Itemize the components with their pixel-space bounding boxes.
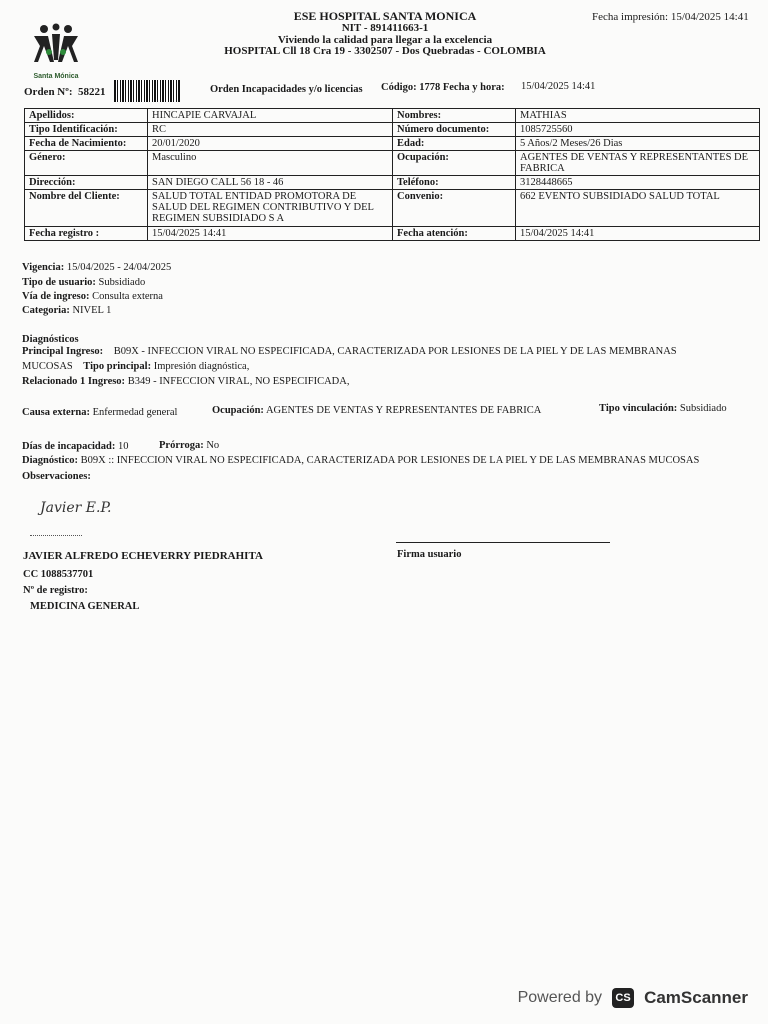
table-row — [25, 151, 760, 176]
vigencia-line — [22, 261, 171, 274]
relacionado-value: B349 - INFECCION VIRAL, NO ESPECIFICADA, — [127, 376, 350, 387]
cliente-label: Nombre del Cliente: — [25, 190, 148, 227]
doctor-cc: CC 1088537701 — [23, 569, 94, 580]
fecha-registro-label: Fecha registro : — [25, 227, 148, 241]
order-code: Código: 1778 Fecha y hora: — [381, 82, 505, 93]
prorroga-label: Prórroga: — [159, 440, 204, 451]
dias-line — [22, 440, 128, 453]
tipo-id-value: RC — [148, 123, 393, 137]
vigencia-label: Vigencia: — [22, 262, 65, 273]
tipo-id-label: Tipo Identificación: — [25, 123, 148, 137]
tipo-usuario-value: Subsidiado — [98, 277, 146, 288]
categoria-line — [22, 304, 111, 317]
principal-value: B09X - INFECCION VIRAL NO ESPECIFICADA, CARACTERIZADA POR LESIONES DE LA PIEL Y DE LAS MEMBRANAS — [113, 346, 677, 357]
principal-label: Principal Ingreso: — [22, 346, 104, 357]
cliente-value: SALUD TOTAL ENTIDAD PROMOTORA DE SALUD DEL REGIMEN CONTRIBUTIVO Y DEL REGIMEN SUBSIDIADO S A — [148, 190, 393, 227]
fecha-nac-label: Fecha de Nacimiento: — [25, 137, 148, 151]
table-row — [25, 137, 760, 151]
table-row — [25, 109, 760, 123]
camscanner-icon: CS — [612, 988, 634, 1008]
principal-cont-line — [22, 360, 249, 373]
fecha-nac-value: 20/01/2020 — [148, 137, 393, 151]
dias-value: 10 — [117, 441, 129, 452]
ocupacion-label: Ocupación: — [393, 151, 516, 176]
logo-figures-icon — [26, 22, 86, 68]
signature-underline — [30, 535, 82, 536]
ocupacion-cause-line — [212, 404, 541, 417]
table-row — [25, 227, 760, 241]
via-ingreso-line — [22, 290, 163, 303]
fecha-atencion-label: Fecha atención: — [393, 227, 516, 241]
dias-label: Días de incapacidad: — [22, 441, 116, 452]
hospital-slogan: Viviendo la calidad para llegar a la excelencia — [277, 34, 493, 46]
doctor-especialidad: MEDICINA GENERAL — [30, 601, 140, 612]
categoria-value: NIVEL 1 — [72, 305, 112, 316]
apellidos-label: Apellidos: — [25, 109, 148, 123]
num-doc-value: 1085725560 — [516, 123, 760, 137]
hospital-address: HOSPITAL Cll 18 Cra 19 - 3302507 - Dos Quebradas - COLOMBIA — [224, 45, 546, 57]
fecha-atencion-value: 15/04/2025 14:41 — [516, 227, 760, 241]
firma-usuario-label: Firma usuario — [397, 549, 462, 560]
handwritten-signature: Javier E.P. — [40, 500, 112, 516]
observaciones-label: Observaciones: — [22, 471, 91, 482]
telefono-label: Teléfono: — [393, 176, 516, 190]
direccion-value: SAN DIEGO CALL 56 18 - 46 — [148, 176, 393, 190]
num-doc-label: Número documento: — [393, 123, 516, 137]
diag-label: Diagnóstico: — [22, 455, 78, 466]
hospital-name: ESE HOSPITAL SANTA MONICA — [293, 9, 477, 23]
nombres-label: Nombres: — [393, 109, 516, 123]
barcode — [114, 80, 180, 102]
principal-line — [22, 345, 762, 358]
genero-value: Masculino — [148, 151, 393, 176]
relacionado-label: Relacionado 1 Ingreso: — [22, 376, 126, 387]
camscanner-brand: CamScanner — [644, 988, 748, 1007]
patient-info-table — [24, 108, 760, 241]
hospital-nit: NIT - 891411663-1 — [341, 22, 429, 34]
table-row — [25, 123, 760, 137]
causa-value: Enfermedad general — [92, 407, 178, 418]
print-date: Fecha impresión: 15/04/2025 14:41 — [592, 11, 749, 23]
genero-label: Género: — [25, 151, 148, 176]
fecha-registro-value: 15/04/2025 14:41 — [148, 227, 393, 241]
vinculacion-value: Subsidiado — [679, 403, 727, 414]
prorroga-line — [159, 439, 219, 452]
convenio-label: Convenio: — [393, 190, 516, 227]
ocupacion-value: AGENTES DE VENTAS Y REPRESENTANTES DE FABRICA — [516, 151, 760, 176]
tipo-usuario-label: Tipo de usuario: — [22, 277, 96, 288]
categoria-label: Categoria: — [22, 305, 70, 316]
tipo-usuario-line — [22, 276, 145, 289]
doctor-name: JAVIER ALFREDO ECHEVERRY PIEDRAHITA — [23, 550, 263, 562]
diag-value: B09X :: INFECCION VIRAL NO ESPECIFICADA, CARACTERIZADA POR LESIONES DE LA PIEL Y DE LAS MEMBRANAS MUCOSAS — [80, 455, 700, 466]
diagnosticos-title: Diagnósticos — [22, 334, 79, 345]
ocupacion-cause-value: AGENTES DE VENTAS Y REPRESENTANTES DE FABRICA — [265, 405, 542, 416]
edad-value: 5 Años/2 Meses/26 Dias — [516, 137, 760, 151]
via-ingreso-label: Vía de ingreso: — [22, 291, 90, 302]
firma-usuario-line — [396, 542, 610, 543]
order-datetime: 15/04/2025 14:41 — [521, 81, 596, 92]
vigencia-value: 15/04/2025 - 24/04/2025 — [66, 262, 172, 273]
via-ingreso-value: Consulta externa — [92, 291, 163, 302]
order-number-label: Orden Nº: — [24, 86, 73, 98]
diag-line — [22, 454, 768, 467]
powered-by-text: Powered by — [517, 989, 603, 1006]
apellidos-value: HINCAPIE CARVAJAL — [148, 109, 393, 123]
vinculacion-line — [599, 402, 727, 415]
ocupacion-cause-label: Ocupación: — [212, 405, 264, 416]
telefono-value: 3128448665 — [516, 176, 760, 190]
causa-label: Causa externa: — [22, 407, 90, 418]
principal-cont: MUCOSAS — [22, 361, 73, 372]
prorroga-value: No — [206, 440, 220, 451]
order-number: 58221 — [78, 86, 106, 98]
table-row — [25, 176, 760, 190]
camscanner-footer — [518, 984, 748, 1012]
relacionado-line — [22, 375, 349, 388]
tipo-principal-value: Impresión diagnóstica, — [153, 361, 250, 372]
convenio-value: 662 EVENTO SUBSIDIADO SALUD TOTAL — [516, 190, 760, 227]
vinculacion-label: Tipo vinculación: — [599, 403, 678, 414]
causa-line — [22, 406, 177, 419]
doctor-registro: Nº de registro: — [23, 585, 88, 596]
order-title: Orden Incapacidades y/o licencias — [210, 84, 363, 95]
direccion-label: Dirección: — [25, 176, 148, 190]
table-row — [25, 190, 760, 227]
logo-text: Santa Mónica — [33, 73, 79, 80]
edad-label: Edad: — [393, 137, 516, 151]
hospital-logo — [26, 22, 86, 78]
nombres-value: MATHIAS — [516, 109, 760, 123]
tipo-principal-label: Tipo principal: — [83, 361, 152, 372]
